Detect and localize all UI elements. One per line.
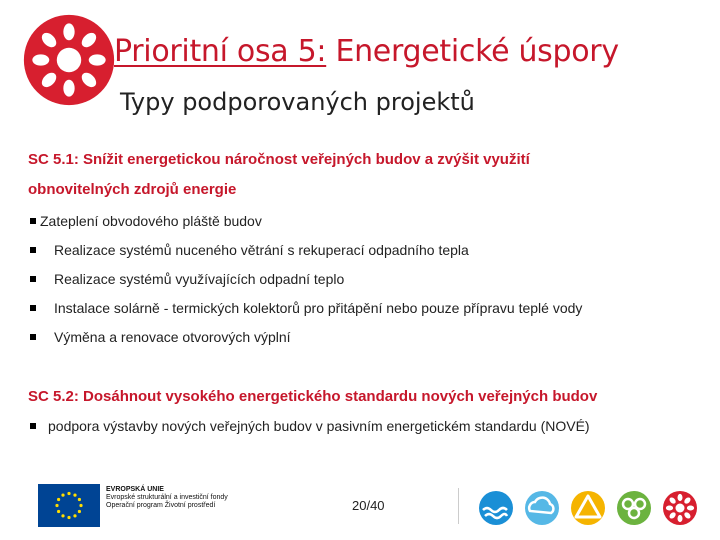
list-item-text: Realizace systémů nuceného větrání s rekuperací odpadního tepla [54,242,469,258]
nature-icon [617,491,651,525]
page-title [114,34,619,69]
list-item-text: Výměna a renovace otvorových výplní [54,329,291,345]
list-item-text: Instalace solárně - termických kolektorů pro přitápění nebo pouze přípravu teplé vody [54,300,583,316]
eu-flag-icon [38,484,100,527]
list-item-text: Realizace systémů využívajících odpadní teplo [54,271,345,287]
environment-icons [476,488,711,528]
list-item-text: Zateplení obvodového pláště budov [40,213,262,229]
bullet-marker-icon [30,218,36,224]
eu-programme: Operační program Životní prostředí [106,502,216,509]
energy-icon [571,491,605,525]
footer [0,470,720,540]
page-subtitle: Typy podporovaných projektů [120,88,475,116]
divider [458,488,459,524]
eu-name: EVROPSKÁ UNIE [106,486,164,493]
sc-5-1-heading-line2: obnovitelných zdrojů energie [28,181,237,198]
bullet-marker-icon [30,276,36,282]
bullet-marker-icon [30,305,36,311]
title-topic: Energetické úspory [326,34,619,69]
water-icon [479,491,513,525]
sc-5-1-heading [28,145,530,205]
air-icon [525,491,559,525]
list-item-text: podpora výstavby nových veřejných budov v pasivním energetickém standardu (NOVÉ) [48,418,590,434]
bullet-marker-icon [30,334,36,340]
sun-logo-icon [22,13,116,107]
sun-icon [663,491,697,525]
eu-funds: Evropské strukturální a investiční fondy [106,494,228,501]
bullet-marker-icon [30,247,36,253]
page-number: 20/40 [352,498,385,513]
sc-5-1-heading-line1: SC 5.1: Snížit energetickou náročnost veřejných budov a zvýšit využití [28,151,530,168]
sc-5-2-heading: SC 5.2: Dosáhnout vysokého energetického standardu nových veřejných budov [28,388,598,405]
title-priority-axis: Prioritní osa 5: [114,34,327,69]
bullet-marker-icon [30,423,36,429]
eu-logo-text [106,486,228,510]
